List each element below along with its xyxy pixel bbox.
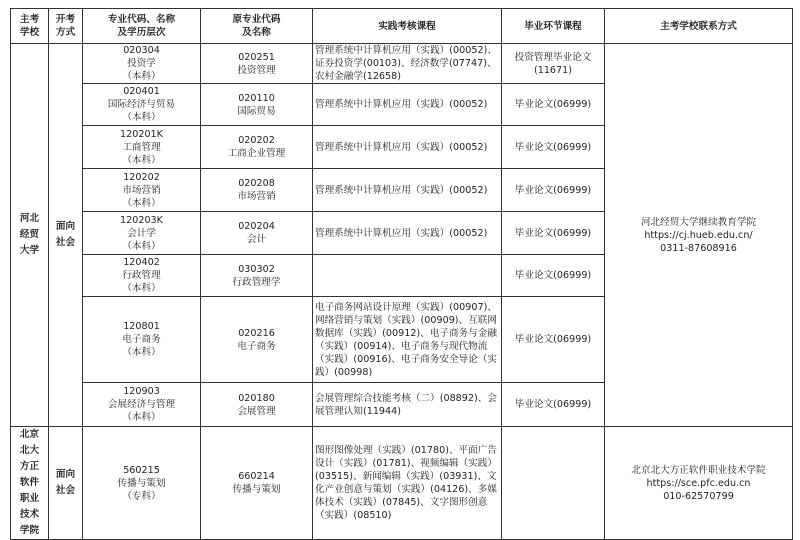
major-cell: 120202 市场营销 （本科）	[83, 169, 201, 212]
major-cell: 120903 会展经济与管理 （本科）	[83, 383, 201, 427]
major-cell: 120801 电子商务 （本科）	[83, 297, 201, 383]
graduation-cell: 毕业论文(06999)	[502, 297, 605, 383]
graduation-cell: 毕业论文(06999)	[502, 255, 605, 297]
mode-cell: 面向 社会	[49, 427, 83, 540]
practice-cell: 管理系统中计算机应用（实践）(00052)	[313, 212, 502, 255]
practice-cell: 管理系统中计算机应用（实践）(00052)	[313, 126, 502, 169]
school-cell: 北京 北大 方正 软件 职业 技术 学院	[11, 427, 49, 540]
old-major-cell: 020216 电子商务	[201, 297, 313, 383]
graduation-cell: 投资管理毕业论文 (11671)	[502, 44, 605, 84]
old-major-cell: 020180 会展管理	[201, 383, 313, 427]
header-row	[11, 9, 793, 44]
practice-cell: 管理系统中计算机应用（实践）(00052)	[313, 169, 502, 212]
practice-cell: 会展管理综合技能考核（二）(08892)、会展管理认知(11944)	[313, 383, 502, 427]
old-major-cell: 030302 行政管理学	[201, 255, 313, 297]
major-cell: 120402 行政管理 （本科）	[83, 255, 201, 297]
graduation-cell: 毕业论文(06999)	[502, 212, 605, 255]
old-major-cell: 020251 投资管理	[201, 44, 313, 84]
graduation-cell: 毕业论文(06999)	[502, 84, 605, 126]
header-school: 主考 学校	[11, 9, 49, 44]
practice-cell: 图形图像处理（实践）(01780)、平面广告设计（实践）(01781)、视频编辑（实践）(03515)、新闻编辑（实践）(03931)、文化产业创意与策划（实践）(04126)、多媒体技术（实践）(07845)、文字图形创意（实践）(08510)	[313, 427, 502, 540]
table-row	[11, 44, 793, 84]
old-major-cell: 660214 传播与策划	[201, 427, 313, 540]
practice-cell: 电子商务网站设计原理（实践）(00907)、网络营销与策划（实践）(00909)、互联网数据库（实践）(00912)、电子商务与金融（实践）(00914)、电子商务与现代物流（实践）(00916)、电子商务安全导论（实践）(00998)	[313, 297, 502, 383]
major-cell: 560215 传播与策划 （专科）	[83, 427, 201, 540]
major-cell: 120203K 会计学 （本科）	[83, 212, 201, 255]
contact-cell: 北京北大方正软件职业技术学院 https://sce.pfc.edu.cn 010-62570799	[605, 427, 793, 540]
header-major: 专业代码、名称 及学历层次	[83, 9, 201, 44]
old-major-cell: 020208 市场营销	[201, 169, 313, 212]
exam-table	[10, 8, 793, 540]
old-major-cell: 020110 国际贸易	[201, 84, 313, 126]
graduation-cell	[502, 427, 605, 540]
practice-cell	[313, 255, 502, 297]
table-row	[11, 427, 793, 540]
header-mode: 开考 方式	[49, 9, 83, 44]
major-cell: 020304 投资学 （本科）	[83, 44, 201, 84]
header-contact: 主考学校联系方式	[605, 9, 793, 44]
mode-cell: 面向 社会	[49, 44, 83, 427]
old-major-cell: 020202 工商企业管理	[201, 126, 313, 169]
school-cell: 河北 经贸 大学	[11, 44, 49, 427]
major-cell: 120201K 工商管理 （本科）	[83, 126, 201, 169]
contact-cell: 河北经贸大学继续教育学院 https://cj.hueb.edu.cn/ 0311-87608916	[605, 44, 793, 427]
header-graduation: 毕业环节课程	[502, 9, 605, 44]
practice-cell: 管理系统中计算机应用（实践）(00052)、证券投资学(00103)、经济数学(07747)、农村金融学(12658)	[313, 44, 502, 84]
major-cell: 020401 国际经济与贸易 （本科）	[83, 84, 201, 126]
header-old-major: 原专业代码 及名称	[201, 9, 313, 44]
graduation-cell: 毕业论文(06999)	[502, 169, 605, 212]
old-major-cell: 020204 会计	[201, 212, 313, 255]
header-practice: 实践考核课程	[313, 9, 502, 44]
graduation-cell: 毕业论文(06999)	[502, 383, 605, 427]
graduation-cell: 毕业论文(06999)	[502, 126, 605, 169]
practice-cell: 管理系统中计算机应用（实践）(00052)	[313, 84, 502, 126]
